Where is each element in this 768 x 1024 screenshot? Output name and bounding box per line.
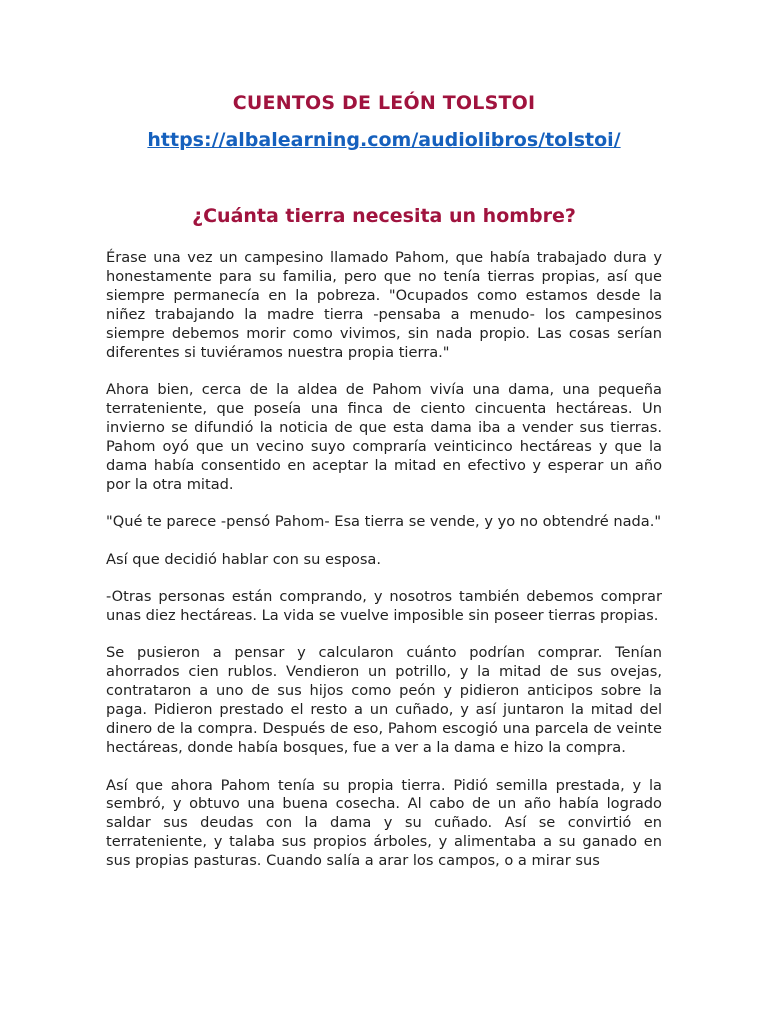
collection-title: CUENTOS DE LEÓN TOLSTOI xyxy=(232,92,536,114)
paragraph-1: Érase una vez un campesino llamado Pahom, que había trabajado dura y honestamente para su familia, pero que no tenía tierras propias, así que siempre permanecía en la pobreza. "Ocupados como estamos desde la niñez trabajando la madre tierra -pensaba a menudo- los campesinos siempre debemos morir como vivimos, sin nada propio. Las cosas serían diferentes si tuviéramos nuestra propia tierra." xyxy=(106,249,662,361)
source-link[interactable]: https://albalearning.com/audiolibros/tolstoi/ xyxy=(147,129,621,151)
paragraph-2: Ahora bien, cerca de la aldea de Pahom vivía una dama, una pequeña terrateniente, que poseía una finca de ciento cincuenta hectáreas. Un invierno se difundió la noticia de que esta dama iba a vender sus tierras. Pahom oyó que un vecino suyo compraría veinticinco hectáreas y que la dama había consentido en aceptar la mitad en efectivo y esperar un año por la otra mitad. xyxy=(106,381,662,493)
paragraph-4: Así que decidió hablar con su esposa. xyxy=(106,550,382,568)
story-body xyxy=(106,249,662,890)
paragraph-7: Así que ahora Pahom tenía su propia tierra. Pidió semilla prestada, y la sembró, y obtuvo una buena cosecha. Al cabo de un año había logrado saldar sus deudas con la dama y su cuñado. Así se convirtió en terrateniente, y talaba sus propios árboles, y alimentaba a su ganado en sus propias pasturas. Cuando salía a arar los campos, o a mirar sus xyxy=(106,776,662,870)
paragraph-5: -Otras personas están comprando, y nosotros también debemos comprar unas diez hectáreas. La vida se vuelve imposible sin poseer tierras propias. xyxy=(106,588,662,624)
story-title: ¿Cuánta tierra necesita un hombre? xyxy=(192,205,576,227)
source-link-line xyxy=(0,129,768,151)
paragraph-6: Se pusieron a pensar y calcularon cuánto podrían comprar. Tenían ahorrados cien rublos. Vendieron un potrillo, y la mitad de sus ovejas, contrataron a uno de sus hijos como peón y pidieron anticipos sobre la paga. Pidieron prestado el resto a un cuñado, y así juntaron la mitad del dinero de la compra. Después de eso, Pahom escogió una parcela de veinte hectáreas, donde había bosques, fue a ver a la dama e hizo la compra. xyxy=(106,644,662,756)
paragraph-3: "Qué te parece -pensó Pahom- Esa tierra se vende, y yo no obtendré nada." xyxy=(106,513,662,531)
